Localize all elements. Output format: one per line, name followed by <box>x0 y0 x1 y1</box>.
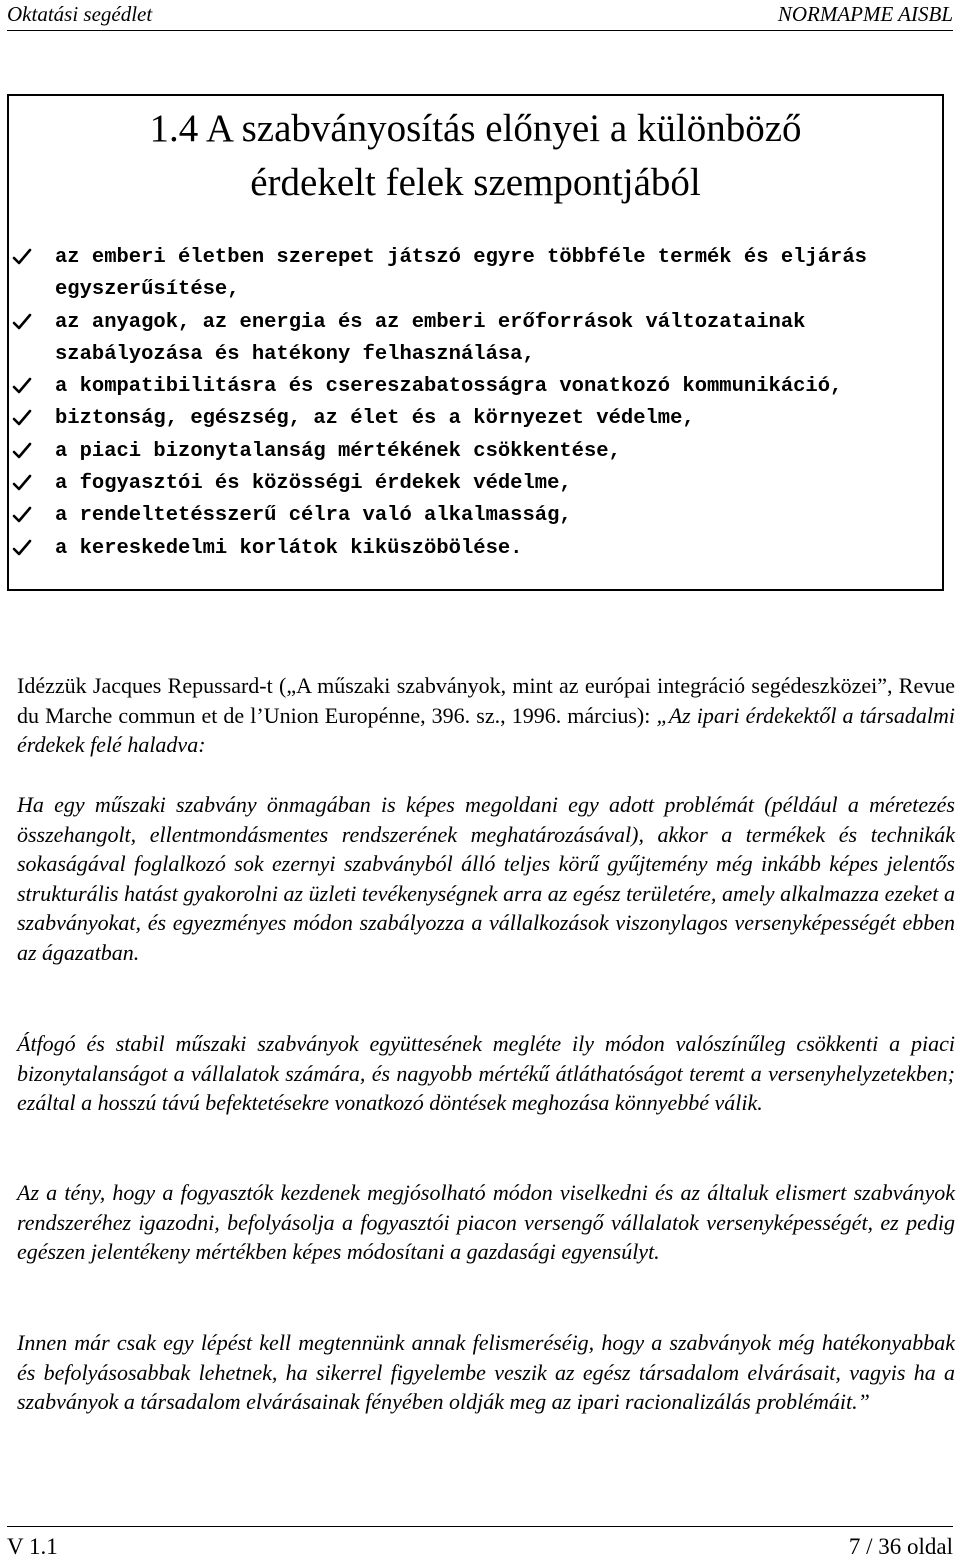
list-item-text: biztonság, egészség, az élet és a környezet védelme, <box>55 407 695 431</box>
list-item-text: a kompatibilitásra és csereszabatosságra vonatkozó kommunikáció, <box>55 375 843 399</box>
list-item-text: az emberi életben szerepet játszó egyre többféle termék és eljárás <box>55 246 867 269</box>
section-title-line-2: érdekelt felek szempontjából <box>250 161 701 204</box>
quote-paragraph-1: Ha egy műszaki szabvány önmagában is képes megoldani egy adott problémát (például a méretezés összehangolt, ellentmondásmentes rendszerének meghatározásával), akkor a termékek és technikák sokaságával foglalkozó sok ezernyi szabványból álló teljes körű gyűjtemény még inkább képes jelentős strukturális hatást gyakorolni az üzleti tevékenységnek arra az egész területére, amely alkalmazza ezeket a szabványokat, és egyezményes módon szabályozza a vállalkozások viszonylagos versenyképességét ebben az ágazatban. <box>17 792 955 965</box>
checkmark-icon <box>12 312 32 332</box>
intro-paragraph <box>17 671 955 760</box>
list-item <box>9 436 895 468</box>
checkmark-icon <box>12 473 32 493</box>
page-header <box>7 2 953 31</box>
checkmark-icon <box>12 247 32 267</box>
checkmark-icon <box>12 441 32 461</box>
quote-paragraph-3: Az a tény, hogy a fogyasztók kezdenek megjósolható módon viselkedni és az általuk elismert szabványok rendszeréhez igazodni, befolyásolja a fogyasztói piacon versengő vállalatok versenyképességét, ez pedig egészen jelentékeny mértékben képes módosítani a gazdasági egyensúlyt. <box>17 1180 955 1265</box>
checkmark-icon <box>12 376 32 396</box>
list-item-text: az anyagok, az energia és az emberi erőforrások változatainak <box>55 310 806 334</box>
version-label: V 1.1 <box>7 1534 58 1559</box>
list-item-text: a rendeltetésszerű célra való alkalmasság, <box>55 504 572 528</box>
list-item <box>9 371 895 403</box>
list-item <box>9 307 895 372</box>
list-item-text-cont: szabályozása és hatékony felhasználása, <box>55 342 535 366</box>
list-item-text-cont: egyszerűsítése, <box>55 278 240 302</box>
page-footer <box>7 1526 953 1563</box>
section-title <box>9 102 942 210</box>
header-right-label: NORMAPME AISBL <box>777 2 953 26</box>
list-item <box>9 500 895 532</box>
quote-paragraph-4: Innen már csak egy lépést kell megtennünk annak felismeréséig, hogy a szabványok még hatékonyabbak és befolyásosabbak lehetnek, ha sikerrel figyelembe veszik az egész társadalom elvárásait, vagyis ha a szabványok a társadalom elvárásainak fényében oldják meg az ipari racionalizálás problémáit.” <box>17 1330 955 1415</box>
list-item-text: a piaci bizonytalanság mértékének csökkentése, <box>55 439 621 463</box>
list-item <box>9 242 895 307</box>
checkmark-icon <box>12 505 32 525</box>
checkmark-icon <box>12 538 32 558</box>
section-title-line-1: 1.4 A szabványosítás előnyei a különböző <box>149 107 802 150</box>
intro-text: Idézzük Jacques Repussard-t („A műszaki szabványok, mint az európai integráció segédeszközei”, Revue du Marche commun et de l’Union Europénne, 396. sz., 1996. március): <box>17 673 955 728</box>
benefits-checklist <box>9 242 895 565</box>
list-item-text: a kereskedelmi korlátok kiküszöbölése. <box>55 536 523 560</box>
page-number: 7 / 36 oldal <box>848 1534 953 1559</box>
list-item <box>9 533 895 565</box>
checkmark-icon <box>12 408 32 428</box>
list-item <box>9 468 895 500</box>
header-left-label: Oktatási segédlet <box>7 2 153 26</box>
list-item-text: a fogyasztói és közösségi érdekek védelme, <box>55 472 572 496</box>
quote-paragraph-2: Átfogó és stabil műszaki szabványok együttesének megléte ily módon valószínűleg csökkenti a piaci bizonytalanságot a vállalatok számára, és nagyobb mértékű átláthatóságot teremt a versenyhelyzetekben; ezáltal a hosszú távú befektetésekre vonatkozó döntések meghozása könnyebbé válik. <box>17 1031 955 1116</box>
list-item <box>9 403 895 435</box>
intro-quote-heading: „Az ipari érdekektől a társadalmi érdekek felé haladva: <box>17 702 955 758</box>
benefits-box <box>7 94 944 591</box>
